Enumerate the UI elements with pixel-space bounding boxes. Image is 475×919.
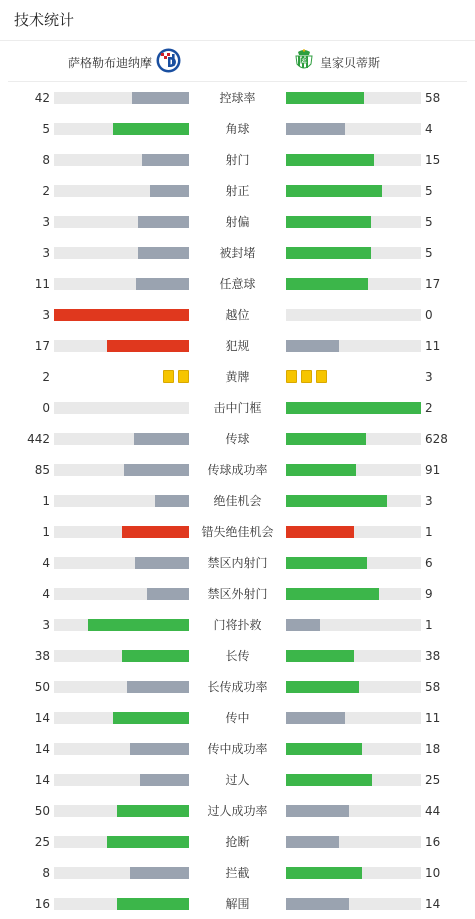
yellow-card-icon [301,370,312,383]
real-betis-crest-icon [292,48,316,76]
stat-label: 击中门框 [213,401,262,415]
home-stat-bar-fill [113,123,189,135]
away-stat-value: 1 [425,618,433,632]
away-stat-bar [286,464,421,476]
home-stat-bar [54,557,189,569]
stat-label: 禁区外射门 [207,587,268,601]
home-stat-bar-fill [122,526,190,538]
away-stat-bar-fill [286,123,345,135]
away-stat-value: 10 [425,866,441,880]
home-stat-bar [54,867,189,879]
home-stat-value: 8 [42,866,50,880]
stat-row [0,702,475,733]
stat-row [0,330,475,361]
home-stat-bar-fill [147,588,189,600]
stat-row [0,237,475,268]
stat-row [0,826,475,857]
home-stat-bar [54,836,189,848]
away-stat-bar-fill [286,619,320,631]
stat-label: 越位 [225,308,250,322]
stat-label: 控球率 [219,91,256,105]
stat-label: 射门 [225,153,250,167]
home-stat-bar-fill [124,464,189,476]
home-stat-bar [54,774,189,786]
home-stat-bar-fill [54,309,189,321]
away-stat-bar-fill [286,495,387,507]
away-stat-value: 15 [425,153,441,167]
home-stat-bar [54,898,189,910]
home-stat-bar-fill [130,743,189,755]
away-stat-value: 3 [425,494,433,508]
away-stat-value: 5 [425,184,433,198]
stat-row [0,578,475,609]
away-stat-value: 14 [425,897,441,911]
home-stat-value: 50 [34,804,50,818]
away-stat-value: 6 [425,556,433,570]
home-stat-value: 14 [34,773,50,787]
home-stat-value: 3 [42,246,50,260]
away-stat-value: 16 [425,835,441,849]
stat-row [0,795,475,826]
away-stat-value: 11 [425,339,441,353]
stat-label: 传中成功率 [207,742,268,756]
away-stat-bar [286,526,421,538]
away-stat-value: 58 [425,680,441,694]
home-stat-value: 17 [34,339,50,353]
away-stat-bar-fill [286,743,362,755]
home-stat-bar-fill [140,774,189,786]
stat-row [0,609,475,640]
dinamo-zagreb-crest-icon [156,48,181,77]
stat-row [0,671,475,702]
away-stat-bar-fill [286,898,349,910]
home-stat-bar [54,650,189,662]
stat-label: 错失绝佳机会 [201,525,274,539]
home-stat-bar-fill [150,185,189,197]
away-stat-bar [286,247,421,259]
away-stat-bar [286,619,421,631]
home-stat-value: 8 [42,153,50,167]
home-stat-bar [54,402,189,414]
home-stat-value: 3 [42,215,50,229]
home-stat-bar-fill [138,216,189,228]
away-stat-bar-fill [286,433,366,445]
away-team[interactable] [292,49,380,75]
home-stat-value: 0 [42,401,50,415]
away-stat-bar [286,681,421,693]
stats-list [0,82,475,919]
home-stat-value: 1 [42,494,50,508]
yellow-card-icon [163,370,174,383]
away-stat-value: 5 [425,246,433,260]
stat-label: 传球 [225,432,250,446]
away-stat-value: 11 [425,711,441,725]
home-stat-bar [54,433,189,445]
away-stat-bar-fill [286,650,354,662]
home-stat-bar-fill [130,867,189,879]
away-stat-bar [286,278,421,290]
away-stat-value: 91 [425,463,441,477]
home-stat-bar-fill [127,681,189,693]
stat-label: 射偏 [225,215,250,229]
svg-text:RB: RB [300,58,308,64]
home-stat-value: 50 [34,680,50,694]
home-stat-value: 25 [34,835,50,849]
home-stat-value: 2 [42,184,50,198]
stat-row [0,485,475,516]
away-stat-value: 3 [425,370,433,384]
home-stat-value: 14 [34,711,50,725]
stat-row [0,113,475,144]
home-stat-bar [54,216,189,228]
away-stat-bar [286,712,421,724]
home-stat-bar [54,185,189,197]
stat-row [0,82,475,113]
stat-label: 被封堵 [219,246,256,260]
away-stat-bar-fill [286,836,339,848]
away-stat-bar [286,650,421,662]
stat-row [0,206,475,237]
away-stat-bar-fill [286,92,364,104]
home-stat-bar-fill [122,650,190,662]
away-stat-bar-fill [286,402,421,414]
away-stat-value: 44 [425,804,441,818]
away-stat-bar-fill [286,278,368,290]
away-stat-bar [286,557,421,569]
stat-row [0,423,475,454]
away-stat-bar [286,123,421,135]
home-stat-value: 3 [42,618,50,632]
away-stat-bar [286,898,421,910]
away-stat-bar-fill [286,712,345,724]
away-stat-bar-fill [286,867,362,879]
home-stat-value: 4 [42,556,50,570]
stat-label: 过人成功率 [207,804,268,818]
home-stat-bar [54,805,189,817]
away-stat-value: 2 [425,401,433,415]
stats-header [0,0,475,41]
away-stat-bar-fill [286,464,356,476]
page-title: 技术统计 [14,11,75,29]
away-stat-bar [286,743,421,755]
home-stat-bar-fill [132,92,189,104]
away-stat-bar [286,588,421,600]
stat-label: 绝佳机会 [213,494,262,508]
stat-label: 过人 [225,773,250,787]
away-stat-bar-fill [286,185,382,197]
away-yellow-cards [286,370,327,383]
away-stat-value: 25 [425,773,441,787]
stat-label: 传球成功率 [207,463,268,477]
yellow-card-icon [178,370,189,383]
away-stat-bar [286,836,421,848]
home-stat-bar-fill [134,433,189,445]
away-stat-value: 4 [425,122,433,136]
home-stat-value: 2 [42,370,50,384]
away-stat-bar [286,340,421,352]
home-stat-value: 42 [34,91,50,105]
home-stat-value: 11 [34,277,50,291]
away-stat-value: 38 [425,649,441,663]
stat-row [0,516,475,547]
away-stat-value: 17 [425,277,441,291]
away-stat-bar-fill [286,526,354,538]
stat-row [0,392,475,423]
away-stat-bar-fill [286,805,349,817]
away-stat-bar [286,867,421,879]
home-stat-value: 85 [34,463,50,477]
home-stat-bar-fill [142,154,189,166]
home-stat-value: 442 [27,432,50,446]
home-stat-bar [54,92,189,104]
home-team[interactable] [68,49,181,75]
home-stat-bar-fill [155,495,189,507]
stat-label: 禁区内射门 [207,556,268,570]
stat-label: 犯规 [225,339,250,353]
stat-row [0,764,475,795]
home-stat-bar [54,309,189,321]
stat-row [0,268,475,299]
stat-label: 解围 [225,897,250,911]
home-stat-value: 38 [34,649,50,663]
away-stat-value: 9 [425,587,433,601]
stat-row [0,640,475,671]
stat-label: 传中 [225,711,250,725]
away-stat-bar [286,185,421,197]
home-stat-bar-fill [136,278,189,290]
away-stat-bar-fill [286,588,379,600]
home-stat-bar [54,712,189,724]
stat-label: 长传成功率 [207,680,268,694]
home-stat-bar-fill [107,836,189,848]
home-stat-bar [54,247,189,259]
home-stat-bar-fill [107,340,189,352]
stat-label: 门将扑救 [213,618,262,632]
stat-label: 抢断 [225,835,250,849]
away-stat-value: 628 [425,432,448,446]
yellow-card-icon [286,370,297,383]
away-stat-bar [286,495,421,507]
home-yellow-cards [163,370,189,383]
yellow-card-icon [316,370,327,383]
home-stat-bar-fill [135,557,189,569]
stat-label: 角球 [225,122,250,136]
home-stat-bar [54,526,189,538]
home-stat-bar-fill [113,712,189,724]
home-stat-bar [54,495,189,507]
stat-label: 任意球 [219,277,256,291]
home-stat-bar [54,619,189,631]
away-stat-value: 58 [425,91,441,105]
stat-row [0,144,475,175]
away-stat-value: 5 [425,215,433,229]
home-stat-value: 3 [42,308,50,322]
away-stat-bar-fill [286,340,339,352]
stat-label: 黄牌 [225,370,250,384]
away-stat-value: 0 [425,308,433,322]
home-stat-bar [54,123,189,135]
away-stat-bar [286,433,421,445]
away-stat-bar [286,216,421,228]
away-stat-bar [286,774,421,786]
home-stat-bar [54,278,189,290]
home-stat-bar-fill [117,898,189,910]
away-stat-bar-fill [286,557,367,569]
home-stat-bar [54,743,189,755]
stat-label: 射正 [225,184,250,198]
home-stat-value: 1 [42,525,50,539]
stat-label: 拦截 [225,866,250,880]
away-stat-bar [286,92,421,104]
home-stat-bar [54,154,189,166]
stat-row [0,454,475,485]
away-stat-bar [286,309,421,321]
away-stat-bar-fill [286,216,371,228]
home-team-name: 萨格勒布迪纳摩 [67,55,152,70]
stat-row [0,547,475,578]
away-stat-bar [286,402,421,414]
home-stat-bar [54,464,189,476]
home-stat-value: 4 [42,587,50,601]
away-stat-value: 1 [425,525,433,539]
stat-row [0,888,475,919]
home-stat-bar [54,340,189,352]
stat-row [0,857,475,888]
away-stat-value: 18 [425,742,441,756]
stat-row [0,299,475,330]
away-stat-bar [286,805,421,817]
stat-row [0,361,475,392]
home-stat-value: 14 [34,742,50,756]
home-stat-value: 16 [34,897,50,911]
away-stat-bar-fill [286,154,374,166]
team-header [8,41,467,82]
away-stat-bar-fill [286,774,372,786]
home-stat-bar-fill [138,247,189,259]
away-stat-bar-fill [286,681,359,693]
away-team-name: 皇家贝蒂斯 [320,55,381,70]
home-stat-bar [54,588,189,600]
home-stat-bar-fill [88,619,189,631]
stat-row [0,733,475,764]
away-stat-bar-fill [286,247,371,259]
home-stat-bar [54,681,189,693]
home-stat-bar-fill [117,805,189,817]
stat-row [0,175,475,206]
home-stat-value: 5 [42,122,50,136]
away-stat-bar [286,154,421,166]
stat-label: 长传 [225,649,250,663]
